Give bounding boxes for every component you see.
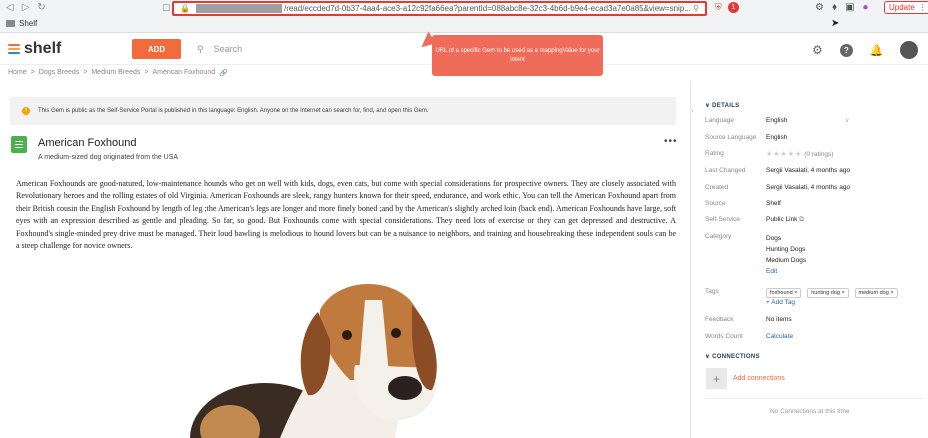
no-connections-text: No Connections at this time [770, 408, 850, 415]
rating-count: (0 ratings) [804, 151, 834, 158]
rating-stars[interactable]: ★★★★★ [766, 151, 803, 158]
header-icons [812, 41, 918, 59]
category-item: Dogs [766, 235, 782, 242]
add-button[interactable]: ADD [132, 39, 181, 59]
settings-icon[interactable]: ⚙ [812, 43, 823, 57]
tag-list [766, 288, 902, 298]
divider [705, 398, 923, 399]
tag-chip[interactable]: foxhound × [766, 288, 801, 298]
avatar[interactable] [900, 41, 918, 59]
warning-icon: ! [22, 107, 30, 115]
menu-icon: ⋮ [918, 3, 927, 12]
browser-toolbar [0, 0, 928, 16]
annotation-callout: URL of a specific Gem to be used as a mappingValue for your intent [432, 35, 603, 76]
logo-icon [8, 44, 20, 54]
add-connection-button[interactable]: + [706, 368, 727, 389]
public-notice [10, 97, 676, 125]
tag-chip[interactable]: hunting dog × [807, 288, 849, 298]
back-icon[interactable]: ◁ [6, 2, 14, 13]
public-link[interactable]: Public Link ⧉ [766, 216, 804, 223]
connections-heading[interactable]: ∨ CONNECTIONS [705, 354, 760, 360]
breadcrumb-dogs-breeds[interactable]: Dogs Breeds [38, 69, 80, 76]
address-bar[interactable] [172, 1, 707, 16]
forward-icon[interactable]: ▷ [21, 2, 30, 13]
bookmark-shelf[interactable] [6, 19, 37, 28]
help-icon[interactable]: ? [840, 44, 853, 57]
language-select[interactable]: English [766, 117, 788, 124]
add-connections-link[interactable]: Add connections [733, 375, 785, 382]
extension-icons [715, 2, 739, 13]
chevron-down-icon: ∨ [705, 103, 711, 109]
add-tag-link[interactable]: + Add Tag [766, 299, 795, 306]
more-options-icon[interactable]: ••• [664, 136, 678, 147]
mouse-cursor-icon: ➤ [831, 18, 840, 29]
chevron-down-icon[interactable]: ∨ [845, 118, 850, 124]
link-icon[interactable]: 🔗 [219, 70, 228, 77]
extension-badge[interactable]: 1 [728, 2, 739, 13]
notice-text: This Gem is public as the Self-Service Portal is published in this language: English. Anyone on the Internet can search for, find, and open this Gem. [38, 108, 429, 114]
shelf-logo[interactable] [8, 40, 61, 58]
brave-shield-icon[interactable]: ⛨ [715, 2, 722, 12]
bookmark-label: Shelf [19, 19, 38, 28]
edit-category-link[interactable]: Edit [766, 268, 778, 275]
profile-icon[interactable]: ● [862, 2, 869, 13]
bell-icon[interactable]: 🔔 [869, 44, 884, 57]
search-input[interactable]: Search [213, 44, 243, 54]
breadcrumb: Home > Dogs Breeds > Medium Breeds > American Foxhound 🔗 [8, 69, 228, 77]
puzzle-icon[interactable]: ♦ [831, 2, 838, 13]
tag-chip[interactable]: medium dog × [855, 288, 898, 298]
breadcrumb-home[interactable]: Home [8, 69, 27, 76]
browser-right-icons [815, 2, 869, 13]
breadcrumb-current: American Foxhound [152, 69, 216, 76]
bookmarks-bar [0, 16, 928, 33]
external-link-icon: ⧉ [799, 216, 804, 223]
update-label: Update [889, 3, 915, 12]
chevron-down-icon: ∨ [705, 354, 711, 360]
reload-icon[interactable]: ↻ [37, 2, 46, 13]
lock-icon: 🔒 [180, 4, 190, 13]
extension-icon[interactable]: ⚙ [815, 2, 824, 13]
gem-title: American Foxhound [38, 137, 137, 149]
logo-text: shelf [24, 40, 62, 57]
url-text: /read/eccded7d-0b37-4aa4-ace3-a12c92fa66ea?parentId=088abc8e-32c3-4b6d-b9e4-ecad3a7e0a85&view=snip... [283, 4, 691, 13]
category-list [766, 233, 806, 277]
search-icon: ⚲ [197, 43, 204, 54]
browser-nav [6, 2, 46, 13]
bookmark-icon[interactable]: ☐ [162, 3, 171, 13]
gem-subtitle: A medium-sized dog originated from the USA [38, 154, 179, 161]
search-bar[interactable] [197, 41, 437, 57]
search-icon[interactable]: ⚲ [693, 4, 699, 13]
foxhound-image [150, 270, 470, 438]
update-button[interactable] [884, 1, 928, 14]
gem-body: American Foxhounds are good-natured, low-maintenance hounds who get on well with kids, dogs, even cats, but come with special considerations for prospective owners. They are closely associated with Revolutionary heroes and the rolling estates of old Virginia. American Foxhounds are sleek, rangy hunters known for their speed, endurance, and work ethic. You can tell the American Foxhound apart from their British cousin the English Foxhound by length of leg ;the American's legs are longer and more finely boned ;and by the American's slightly arched loin (back end). American Foxhounds have large, soft eyes with an expression described as gentle and pleading. So far, so good. But Foxhounds come with special considerations. They need lots of exercise or they can get depressed and destructive. A Foxhound's single-minded prey drive must be managed. Their loud bawling is melodious to hound lovers but can be a nuisance to neighbors, and training and housebreaking these independent souls can be a steep challenge for novice owners. [16, 179, 676, 251]
details-heading[interactable]: ∨ DETAILS [705, 103, 740, 109]
document-icon [11, 136, 27, 153]
category-item: Medium Dogs [766, 257, 807, 264]
category-item: Hunting Dogs [766, 246, 806, 253]
calculate-link[interactable]: Calculate [766, 333, 794, 340]
breadcrumb-medium-breeds[interactable]: Medium Breeds [91, 69, 141, 76]
folder-icon [6, 20, 15, 27]
collapse-icon[interactable]: › [691, 108, 694, 115]
redacted-domain [196, 4, 282, 13]
window-icon[interactable]: ▣ [845, 2, 855, 13]
